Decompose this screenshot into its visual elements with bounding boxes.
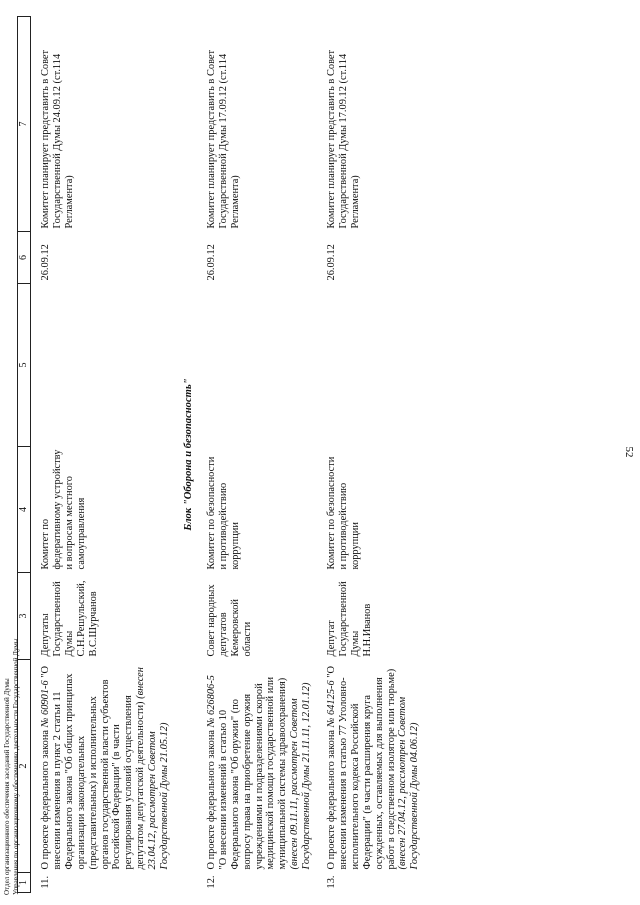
bill-prefix: О проекте федерального закона xyxy=(205,727,217,870)
responsible-committee: Комитет по безопасности и противодействию коррупции xyxy=(205,456,241,570)
bill-status: (внесен 27.04.12, рассмотрен Советом Государственной Думы 04.06.12) xyxy=(397,696,421,870)
bill-status: (внесен 09.11.11, рассмотрен Советом Государственной Думы 21.11.11, 12.01.12) xyxy=(289,682,313,870)
bill-status: (внесен 23.04.12, рассмотрен Советом Государственной Думы 21.05.12) xyxy=(135,667,171,870)
bill-prefix: О проекте федерального закона xyxy=(40,727,51,870)
header-cell: 3 xyxy=(18,573,31,660)
col5-cell xyxy=(326,284,421,447)
bill-number: № 64125-6 xyxy=(326,680,338,728)
header-cell: 6 xyxy=(18,232,31,284)
footer-directorate: Управления по организационному обеспечению деятельности Государственной Думы xyxy=(12,638,20,895)
col5-cell xyxy=(40,284,171,447)
row-number: 12. xyxy=(205,875,217,889)
bill-prefix: О проекте федерального закона xyxy=(326,727,338,870)
table-row xyxy=(326,17,421,893)
bill-description xyxy=(326,660,421,873)
agenda-table xyxy=(17,16,421,893)
session-date: 26.09.12 xyxy=(40,244,51,281)
committee-note: Комитет планирует представить в Совет Государственной Думы 17.09.12 (ст.114 Регламента) xyxy=(205,49,241,229)
responsible-committee: Комитет по безопасности и противодействию коррупции xyxy=(326,456,361,570)
block-title: Блок "Оборона и безопасность" xyxy=(182,378,194,531)
bill-number: № 60901-6 xyxy=(40,680,51,728)
row-number: 13. xyxy=(326,875,338,889)
bill-author: Совет народных депутатов Кемеровской области xyxy=(205,584,253,657)
responsible-committee: Комитет по федеративному устройству и вопросам местного самоуправления xyxy=(40,449,87,570)
session-date: 26.09.12 xyxy=(326,244,338,281)
bill-title: "О внесении изменения в статью 77 Уголовно-исполнительного кодекса Российской Федерации" (в части расширения круга осужденных, оставляемых для выполнения работ в следственном изоляторе или тюрьме) xyxy=(326,665,397,870)
session-date: 26.09.12 xyxy=(205,244,217,281)
header-cell: 4 xyxy=(18,447,31,573)
block-row xyxy=(171,17,206,893)
bill-author: Депутаты Государственной Думы С.Н.Решульский, В.С.Шурчанов xyxy=(40,580,99,657)
bill-author: Депутат Государственной Думы Н.Н.Иванов xyxy=(326,581,373,657)
page-number: 52 xyxy=(623,446,635,458)
bill-description xyxy=(206,660,313,873)
header-cell: 1 xyxy=(18,873,31,893)
table-row xyxy=(40,17,171,893)
bill-title: "О внесении изменения в пункт 2 статьи 11 Федерального закона "Об общих принципах организации законодательных (представительных) и исполнительных органов государственной власти субъектов Российской Федерации" (в части регулирования условий осуществления депутатом депутатской деятельности) xyxy=(40,665,147,870)
bill-description xyxy=(40,660,171,873)
header-cell: 5 xyxy=(18,284,31,447)
bill-title: "О внесении изменений в статью 10 Федерального закона "Об оружии" (по вопросу права на приобретение оружия учреждениями и подразделениями скорой медицинской помощи государственной или муниципальной системы здравоохранения) xyxy=(217,676,289,870)
col5-cell xyxy=(206,284,313,447)
header-cell: 2 xyxy=(18,660,31,873)
footer-department: Отдел организационного обеспечения заседаний Государственной Думы xyxy=(3,678,11,895)
row-number: 11. xyxy=(40,875,51,889)
bill-number: № 626806-5 xyxy=(205,675,217,728)
header-cell: 7 xyxy=(18,17,31,232)
table-row xyxy=(206,17,313,893)
committee-note: Комитет планирует представить в Совет Государственной Думы 24.09.12 (ст.114 Регламента) xyxy=(40,49,75,229)
committee-note: Комитет планирует представить в Совет Государственной Думы 17.09.12 (ст.114 Регламента) xyxy=(326,49,361,229)
